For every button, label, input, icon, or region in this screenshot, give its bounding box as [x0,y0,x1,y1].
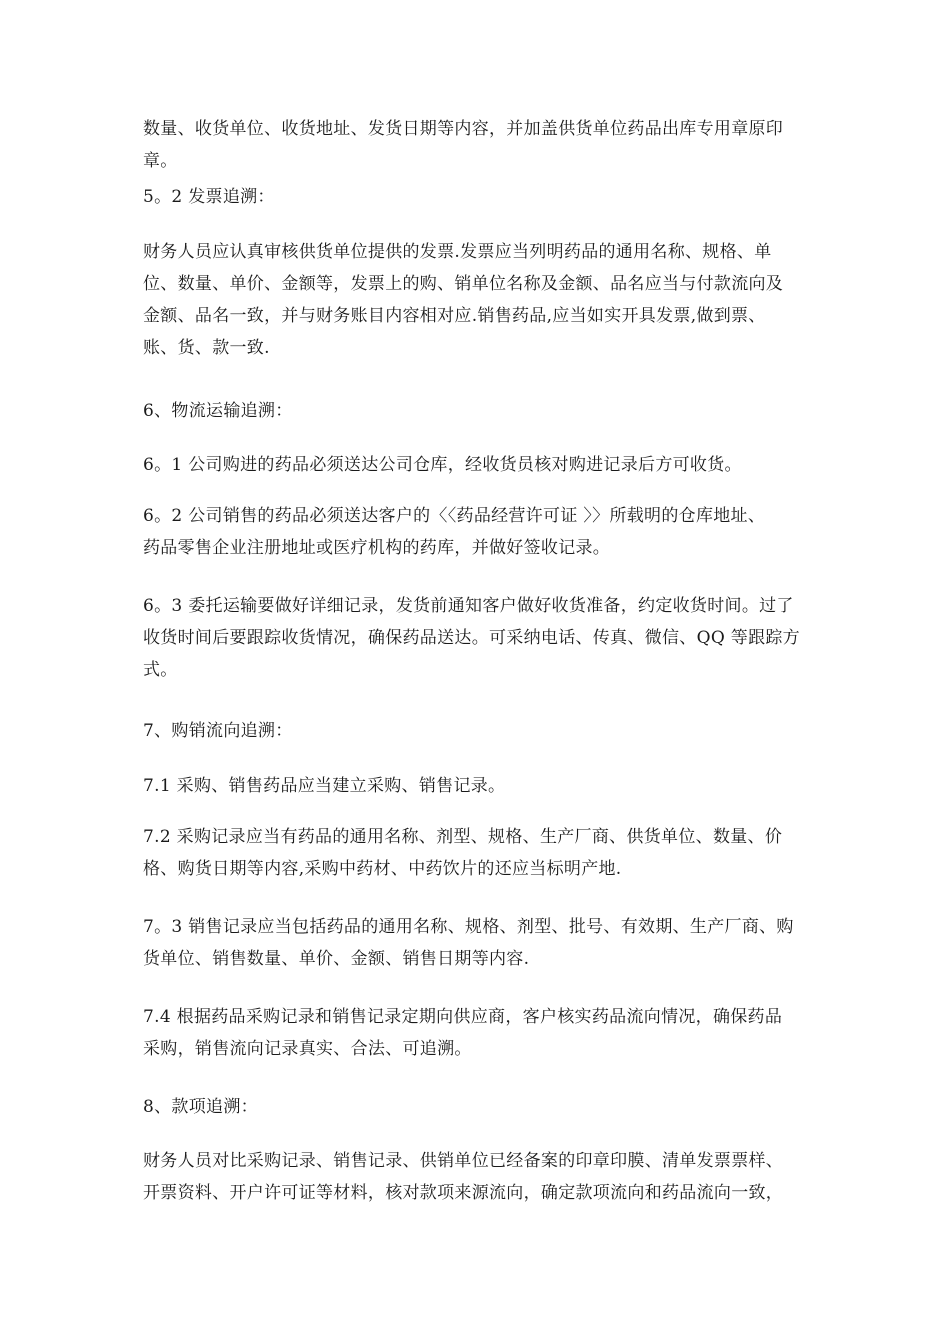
text-line: 7.4 根据药品采购记录和销售记录定期向供应商，客户核实药品流向情况，确保药品 [143,1007,783,1027]
text-line: 采购，销售流向记录真实、合法、可追溯。 [143,1039,472,1059]
text-line: 6。2 公司销售的药品必须送达客户的〈〈药品经营许可证 〉〉所载明的仓库地址、 [143,506,766,526]
paragraph-7-2 [143,821,823,885]
text-line: 格、购货日期等内容,采购中药材、中药饮片的还应当标明产地. [143,859,622,879]
text-line: 5。2 发票追溯： [143,187,275,207]
paragraph-delivery-note-end [143,113,823,177]
text-line: 8、款项追溯： [143,1097,258,1117]
text-line: 数量、收货单位、收货地址、发货日期等内容，并加盖供货单位药品出库专用章原印 [143,119,784,139]
text-line: 金额、品名一致，并与财务账目内容相对应.销售药品,应当如实开具发票,做到票、 [143,306,766,326]
text-line: 7。3 销售记录应当包括药品的通用名称、规格、剂型、批号、有效期、生产厂商、购 [143,917,794,937]
paragraph-7-3 [143,911,823,975]
heading-6-logistics-trace [143,395,823,427]
text-line: 式。 [143,660,178,680]
paragraph-8-body [143,1145,823,1209]
heading-7-purchase-sales-trace [143,715,823,747]
paragraph-7-4 [143,1001,823,1065]
heading-5-2-invoice-trace [143,181,823,213]
text-line: 7.2 采购记录应当有药品的通用名称、剂型、规格、生产厂商、供货单位、数量、价 [143,827,783,847]
text-line: 收货时间后要跟踪收货情况，确保药品送达。可采纳电话、传真、微信、QQ 等跟踪方 [143,628,800,648]
text-line: 账、货、款一致. [143,338,270,358]
paragraph-6-2 [143,500,823,564]
text-line: 7、购销流向追溯： [143,721,293,741]
text-line: 章。 [143,151,178,171]
paragraph-6-3 [143,590,823,686]
text-line: 药品零售企业注册地址或医疗机构的药库，并做好签收记录。 [143,538,611,558]
text-line: 6。3 委托运输要做好详细记录，发货前通知客户做好收货准备，约定收货时间。过了 [143,596,794,616]
text-line: 位、数量、单价、金额等，发票上的购、销单位名称及金额、品名应当与付款流向及 [143,274,784,294]
text-line: 财务人员对比采购记录、销售记录、供销单位已经备案的印章印膜、清单发票票样、 [143,1151,784,1171]
paragraph-6-1 [143,449,823,481]
text-line: 6。1 公司购进的药品必须送达公司仓库，经收货员核对购进记录后方可收货。 [143,455,742,475]
text-line: 6、物流运输追溯： [143,401,293,421]
text-line: 开票资料、开户许可证等材料，核对款项来源流向，确定款项流向和药品流向一致， [143,1183,784,1203]
paragraph-invoice-review [143,236,823,364]
heading-8-payment-trace [143,1091,823,1123]
paragraph-7-1 [143,770,823,802]
text-line: 财务人员应认真审核供货单位提供的发票.发票应当列明药品的通用名称、规格、单 [143,242,772,262]
text-line: 货单位、销售数量、单价、金额、销售日期等内容. [143,949,530,969]
text-line: 7.1 采购、销售药品应当建立采购、销售记录。 [143,776,506,796]
